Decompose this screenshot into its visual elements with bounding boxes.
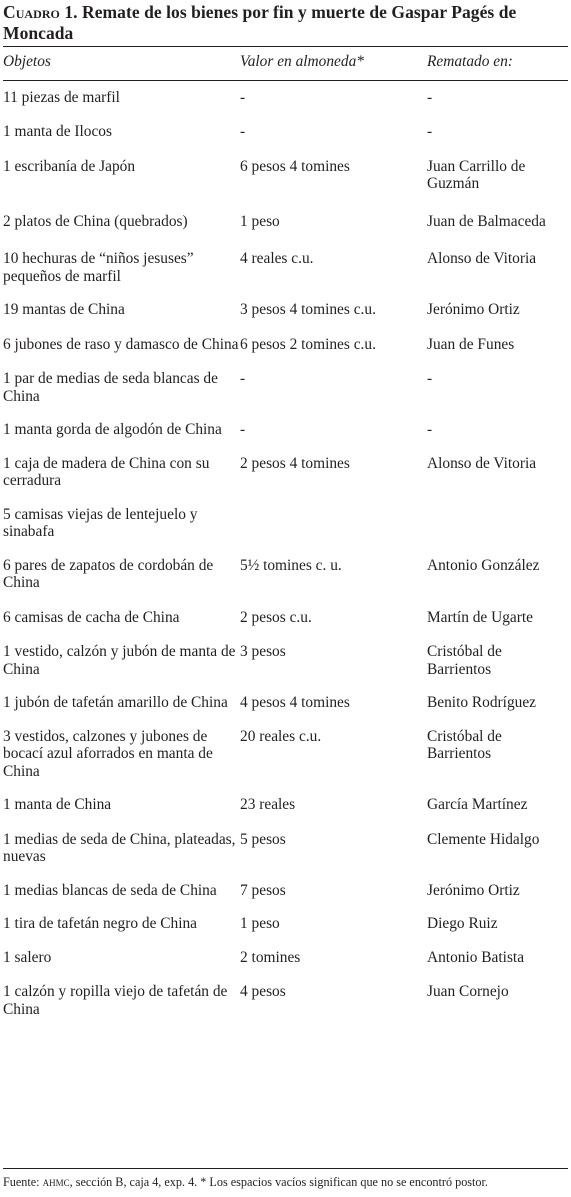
cell-objeto: 6 camisas de cacha de China [3,608,180,626]
cell-rematado: García Martínez [427,796,528,813]
header-rematado: Rematado en: [427,47,568,80]
cell-valor: 23 reales [240,796,296,813]
cell-rematado: Alonso de Vitoria [427,454,537,472]
cell-rematado: Cristóbal de Barrientos [427,727,502,762]
table-row [3,643,568,694]
archive-abbrev: ahmc [42,1175,70,1189]
cell-rematado: - [427,123,433,140]
table-row [3,455,568,506]
table-row [3,728,568,797]
cell-rematado: Jerónimo Ortiz [427,301,520,318]
cell-objeto: 1 caja de madera de China con su cerradura [3,454,210,489]
cell-objeto: 10 hechuras de “niños jesuses” pequeños de marfil [3,250,194,285]
cell-objeto: 1 escribanía de Japón [3,157,136,175]
cell-objeto: 1 manta de China [3,796,112,813]
cell-rematado: Clemente Hidalgo [427,830,540,848]
cell-valor: 2 tomines [240,948,301,966]
table-row [3,882,568,916]
cell-rematado: Cristóbal de Barrientos [427,643,502,678]
table-row [3,213,568,251]
cell-valor: 6 pesos 2 tomines c.u. [240,335,376,353]
cell-valor: - [240,370,246,387]
cell-valor: - [240,88,246,106]
cell-valor [240,506,427,557]
cell-objeto: 2 platos de China (quebrados) [3,212,188,230]
cell-valor: - [240,123,246,140]
cell-valor: 5 pesos [240,830,286,848]
cell-rematado: - [427,421,433,438]
table-row [3,557,568,609]
cell-valor: 2 pesos c.u. [240,608,312,626]
cell-objeto: 1 salero [3,948,52,966]
table-row [3,983,568,1018]
cell-rematado: Martín de Ugarte [427,608,533,626]
table-row [3,301,568,336]
table-row [3,80,568,123]
cell-valor: 4 pesos [240,983,286,1000]
table-row [3,506,568,557]
cell-objeto: 1 medias de seda de China, plateadas, nuevas [3,830,236,865]
table-row [3,336,568,371]
table-row [3,609,568,644]
cell-rematado: Juan de Balmaceda [427,212,546,230]
cell-valor: 2 pesos 4 tomines [240,454,350,472]
table-row [3,370,568,421]
cell-objeto: 1 vestido, calzón y jubón de manta de China [3,643,236,678]
cell-rematado: - [427,88,433,106]
table-row [3,250,568,301]
cell-valor: 1 peso [240,212,280,230]
table-row [3,796,568,831]
header-objetos: Objetos [3,47,240,80]
table-row [3,694,568,728]
cell-objeto: 3 vestidos, calzones y jubones de bocací azul aforrados en manta de China [3,727,213,780]
cell-rematado: Antonio Batista [427,948,525,966]
cell-valor: 7 pesos [240,881,286,899]
table-row [3,123,568,158]
cell-objeto: 1 par de medias de seda blancas de China [3,370,218,405]
table-row [3,421,568,455]
cell-rematado: Juan Carrillo de Guzmán [427,157,526,192]
cell-valor: 4 reales c.u. [240,250,314,267]
cell-rematado: Antonio González [427,556,540,574]
table-body [3,80,568,1018]
source-note [3,1175,488,1190]
table-row [3,915,568,949]
cell-rematado [427,506,568,557]
cell-valor: 1 peso [240,915,280,932]
cell-rematado: Diego Ruiz [427,915,498,932]
cell-rematado: Alonso de Vitoria [427,250,537,267]
auction-table [3,47,568,1018]
cell-valor: 6 pesos 4 tomines [240,157,350,175]
cell-valor: 3 pesos [240,643,286,660]
cell-objeto: 6 pares de zapatos de cordobán de China [3,556,214,591]
source-label: Fuente: [3,1175,40,1189]
caption-label: Cuadro [3,2,60,22]
caption-text: 1. Remate de los bienes por fin y muerte de Gaspar Pagés de Moncada [3,2,517,43]
cell-valor: 4 pesos 4 tomines [240,694,350,711]
cell-rematado: - [427,370,433,387]
cell-rematado: Juan de Funes [427,335,515,353]
source-text: , sección B, caja 4, exp. 4. * Los espacios vacíos significan que no se encontró postor. [69,1175,488,1189]
cell-objeto: 1 jubón de tafetán amarillo de China [3,694,228,711]
header-row [3,47,568,80]
table-row [3,949,568,984]
cell-objeto: 1 tira de tafetán negro de China [3,915,198,932]
header-valor: Valor en almoneda* [240,47,427,80]
cell-objeto: 1 medias blancas de seda de China [3,881,217,899]
cell-valor: - [240,421,246,438]
cell-rematado: Jerónimo Ortiz [427,881,520,899]
cell-objeto: 1 calzón y ropilla viejo de tafetán de China [3,983,228,1018]
cell-objeto: 5 camisas viejas de lentejuelo y sinabafa [3,505,198,540]
table-row [3,831,568,882]
footer-rule [3,1168,568,1169]
cell-objeto: 11 piezas de marfil [3,88,120,106]
cell-objeto: 19 mantas de China [3,301,125,318]
table-caption [3,0,568,44]
table-row [3,158,568,213]
cell-objeto: 1 manta de Ilocos [3,123,112,140]
cell-valor: 20 reales c.u. [240,727,322,745]
cell-valor: 5½ tomines c. u. [240,556,342,574]
cell-rematado: Juan Cornejo [427,983,509,1000]
cell-rematado: Benito Rodríguez [427,694,536,711]
cell-objeto: 1 manta gorda de algodón de China [3,421,222,438]
cell-valor: 3 pesos 4 tomines c.u. [240,301,376,318]
cell-objeto: 6 jubones de raso y damasco de China [3,335,239,353]
